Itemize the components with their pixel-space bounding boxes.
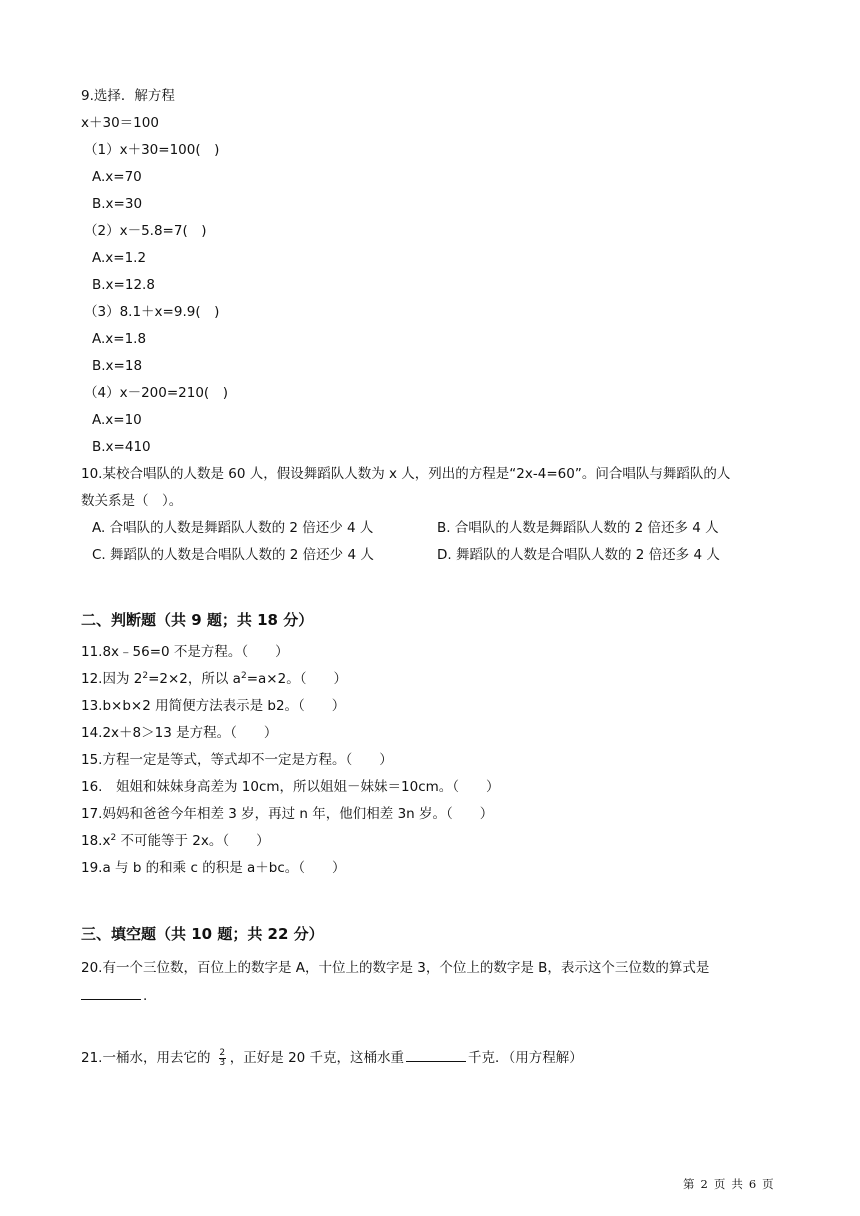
q9-3-option-b: B.x=18	[92, 358, 143, 374]
q13: 13.b×b×2 用简便方法表示是 b2。（ ）	[81, 698, 346, 714]
q9-equation: x＋30＝100	[81, 115, 159, 131]
q9-1-stem: （1）x＋30=100( )	[84, 142, 220, 158]
q9-1-option-b: B.x=30	[92, 196, 143, 212]
q10-line1: 10.某校合唱队的人数是 60 人，假设舞蹈队人数为 x 人，列出的方程是“2x-4=60”。问合唱队与舞蹈队的人	[81, 466, 731, 482]
q17: 17.妈妈和爸爸今年相差 3 岁，再过 n 年，他们相差 3n 岁。（ ）	[81, 806, 494, 822]
page-footer	[680, 1176, 777, 1192]
footer-ye1: 页	[713, 1177, 726, 1191]
q19: 19.a 与 b 的和乘 c 的积是 a＋bc。（ ）	[81, 860, 346, 876]
footer-total: 6	[748, 1177, 757, 1191]
q21-fraction	[219, 1049, 226, 1068]
q10-option-a: A. 合唱队的人数是舞蹈队人数的 2 倍还少 4 人	[92, 520, 374, 536]
q9-title: 9.选择．解方程	[81, 88, 175, 104]
q21-blank[interactable]	[406, 1048, 466, 1062]
q11: 11.8x﹣56=0 不是方程。（ ）	[81, 644, 289, 660]
footer-page: 2	[700, 1177, 708, 1191]
q21-post: 千克．（用方程解）	[468, 1050, 583, 1066]
q21-fraction-numerator: 2	[219, 1047, 226, 1058]
q18-pre: 18.x	[81, 833, 111, 849]
q10-option-d: D. 舞蹈队的人数是合唱队人数的 2 倍还多 4 人	[437, 547, 720, 563]
q9-2-stem: （2）x－5.8=7( )	[84, 223, 207, 239]
q9-2-option-a: A.x=1.2	[92, 250, 147, 266]
q15: 15.方程一定是等式，等式却不一定是方程。（ ）	[81, 752, 393, 768]
q16: 16. 姐姐和妹妹身高差为 10cm，所以姐姐－妹妹＝10cm。（ ）	[81, 779, 500, 795]
q21-mid: ，正好是 20 千克，这桶水重	[229, 1050, 405, 1066]
section3-heading: 三、填空题（共 10 题；共 22 分）	[81, 925, 324, 943]
q10-line2: 数关系是（ ）。	[81, 493, 183, 509]
q12-sup1: 2	[142, 671, 149, 681]
q10-option-b: B. 合唱队的人数是舞蹈队人数的 2 倍还多 4 人	[437, 520, 719, 536]
q12-pre: 12.因为 2	[81, 671, 143, 687]
q12	[81, 670, 347, 688]
section2-heading: 二、判断题（共 9 题；共 18 分）	[81, 611, 314, 629]
footer-ye2: 页	[762, 1177, 774, 1191]
footer-gong: 共	[731, 1177, 743, 1191]
q12-post: =a×2。（ ）	[246, 671, 347, 687]
q21-pre: 21.一桶水，用去它的	[81, 1050, 211, 1066]
q9-2-option-b: B.x=12.8	[92, 277, 155, 293]
q9-4-stem: （4）x－200=210( )	[84, 385, 228, 401]
q14: 14.2x＋8＞13 是方程。（ ）	[81, 725, 278, 741]
q9-3-stem: （3）8.1＋x=9.9( )	[84, 304, 220, 320]
q20-line1: 20.有一个三位数，百位上的数字是 A，十位上的数字是 3，个位上的数字是 B，表示这个三位数的算式是	[81, 960, 710, 976]
q9-3-option-a: A.x=1.8	[92, 331, 147, 347]
q18	[81, 832, 270, 850]
footer-di: 第	[683, 1177, 695, 1191]
q9-4-option-a: A.x=10	[92, 412, 142, 428]
q20-line2	[81, 986, 147, 1005]
q18-sup: 2	[110, 833, 117, 843]
q12-mid: =2×2，所以 a	[148, 671, 241, 687]
q10-option-c: C. 舞蹈队的人数是合唱队人数的 2 倍还少 4 人	[92, 547, 374, 563]
q21-fraction-denominator: 3	[219, 1057, 226, 1068]
q20-end: .	[143, 988, 148, 1004]
q9-1-option-a: A.x=70	[92, 169, 142, 185]
q21	[81, 1048, 583, 1068]
q9-4-option-b: B.x=410	[92, 439, 151, 455]
q18-post: 不可能等于 2x。（ ）	[116, 833, 270, 849]
q12-sup2: 2	[240, 671, 247, 681]
q20-blank[interactable]	[81, 986, 141, 1000]
